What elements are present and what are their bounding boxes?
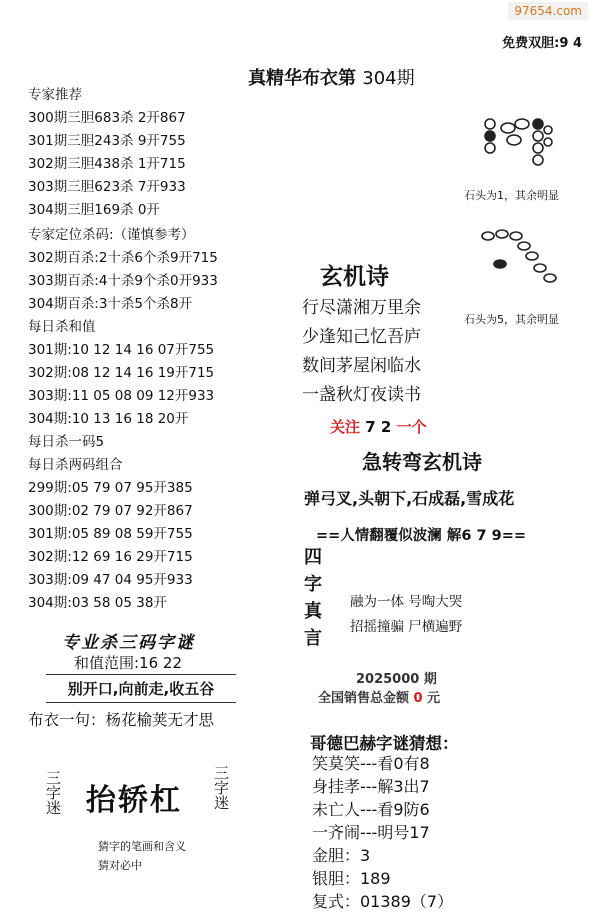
list-item: 300期:02 79 07 92开867: [28, 503, 193, 519]
poem-line: 行尽潇湘万里余: [302, 298, 421, 318]
list-item: 304期:03 58 05 38开: [28, 595, 167, 611]
list-item: 301期:10 12 14 16 07开755: [28, 342, 215, 358]
focus-label: 关注: [330, 418, 361, 436]
stone-puzzle-1-image: [478, 112, 558, 168]
list-item: 笑莫笑---看0有8: [312, 754, 430, 773]
goldbach-list: [312, 752, 453, 913]
period-number: 2025000 期: [356, 672, 437, 687]
sum-kill-header: 每日杀和值: [28, 319, 96, 335]
left-column: [28, 84, 218, 615]
kill-two-header: 每日杀两码组合: [28, 457, 123, 473]
xuanji-poem: [302, 294, 421, 410]
list-item: 未亡人---看9防6: [312, 800, 430, 819]
sales-label: 全国销售总金额: [318, 691, 410, 706]
list-item: 银胆：189: [312, 869, 391, 888]
buyi-sentence: 布衣一句：杨花榆荚无才思: [28, 711, 215, 729]
sales-total: [318, 687, 440, 706]
title-main: 真精华布衣第: [248, 68, 356, 89]
position-kill-header: 专家定位杀码:（谨慎参考）: [28, 227, 195, 243]
three-char-riddle-right: 三字迷: [212, 765, 230, 810]
stone-caption-1: 石头为1，其余明显: [464, 189, 559, 202]
poem-line: 一盏秋灯夜读书: [302, 385, 421, 405]
list-item: 303期百杀:4十杀9个杀0开933: [28, 273, 218, 289]
taijiaogang: 抬轿杠: [86, 783, 182, 818]
riddle-line: 别开口,向前走,收五谷: [46, 674, 236, 703]
list-item: 303期:09 47 04 95开933: [28, 572, 193, 588]
list-item: 303期:11 05 08 09 12开933: [28, 388, 215, 404]
sizi-line-2: 招摇撞骗 尸横遍野: [350, 619, 463, 635]
three-char-riddle-left: 三字迷: [44, 770, 62, 815]
list-item: 303期三胆623杀 7开933: [28, 179, 186, 195]
title-issue: 304期: [362, 68, 415, 89]
list-item: 302期:08 12 14 16 19开715: [28, 365, 215, 381]
hint-line-2: 猜对必中: [98, 859, 142, 872]
list-item: 一齐闹---明号17: [312, 823, 430, 842]
focus-numbers: 7 2: [365, 418, 392, 436]
hint-line-1: 猜字的笔画和含义: [98, 840, 186, 853]
list-item: 金胆：3: [312, 846, 371, 865]
list-item: 302期百杀:2十杀6个杀9开715: [28, 250, 218, 266]
watermark: 97654.com: [508, 2, 588, 20]
expert-header: 专家推荐: [28, 87, 82, 103]
poem-line: 数间茅屋闲临水: [302, 356, 421, 376]
sizi-line-1: 融为一体 号啕大哭: [350, 594, 463, 610]
focus-tail: 一个: [396, 418, 427, 436]
list-item: 304期三胆169杀 0开: [28, 202, 160, 218]
list-item: 302期:12 69 16 29开715: [28, 549, 193, 565]
free-double-pick: 免费双胆:9 4: [502, 36, 582, 51]
sizi-label: 四字真言: [304, 547, 322, 649]
list-item: 304期:10 13 16 18 20开: [28, 411, 189, 427]
sum-range: 和值范围:16 22: [74, 654, 182, 672]
xuanji-title: 玄机诗: [320, 264, 389, 290]
list-item: 301期:05 89 08 59开755: [28, 526, 193, 542]
riddle-hint: [98, 837, 186, 875]
list-item: 304期百杀:3十杀5个杀8开: [28, 296, 193, 312]
kill-one-code: 每日杀一码5: [28, 434, 105, 450]
sales-value: 0: [413, 691, 423, 706]
list-item: 301期三胆243杀 9开755: [28, 133, 186, 149]
focus-line: [330, 416, 427, 437]
riddle-header: 专业杀三码字谜: [62, 633, 195, 653]
jizhuanwan-title: 急转弯玄机诗: [362, 450, 482, 474]
poem-line: 少逢知己忆吾庐: [302, 327, 421, 347]
jizhuanwan-slogan: 弹弓叉,头朝下,石成磊,雪成花: [304, 489, 515, 508]
list-item: 300期三胆683杀 2开867: [28, 110, 186, 126]
list-item: 复式：01389（7）: [312, 892, 454, 911]
goldbach-title: 哥德巴赫字谜猜想：: [310, 734, 459, 753]
stone-puzzle-2-image: [478, 226, 558, 296]
stone-caption-2: 石头为5，其余明显: [464, 313, 559, 326]
list-item: 身挂孝---解3出7: [312, 777, 430, 796]
list-item: 302期三胆438杀 1开715: [28, 156, 186, 172]
sales-unit: 元: [427, 691, 441, 706]
equation-line: ==人情翻覆似波澜 解6 7 9==: [316, 528, 527, 544]
list-item: 299期:05 79 07 95开385: [28, 480, 193, 496]
page-title: [248, 64, 415, 90]
